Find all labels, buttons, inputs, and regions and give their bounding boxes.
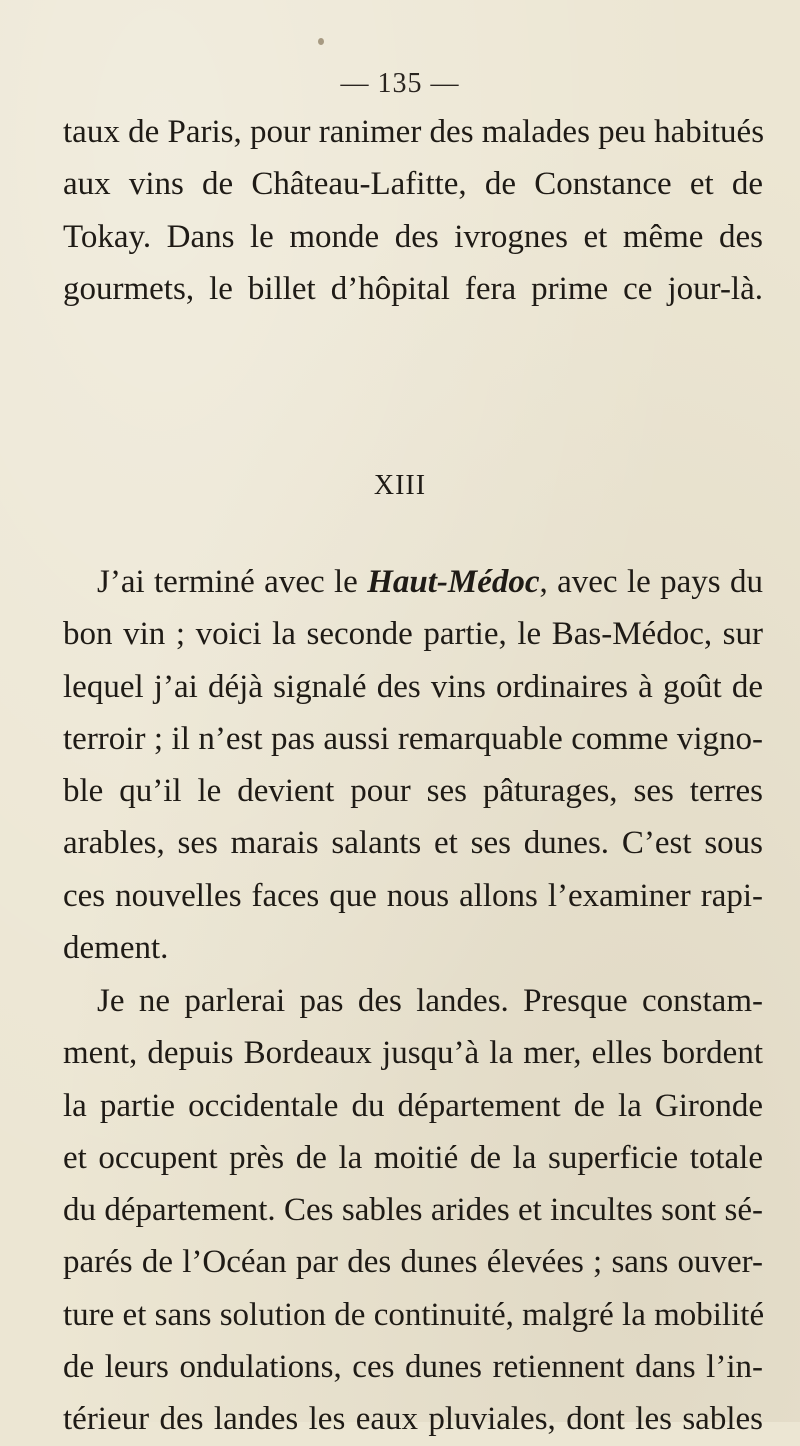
text-line: térieur des landes les eaux pluviales, dont les sables <box>63 1401 763 1438</box>
text-line: ble qu’il le devient pour ses pâturages, ses terres <box>63 773 763 810</box>
text-fragment: , avec le pays du <box>539 564 763 600</box>
text-line: de leurs ondulations, ces dunes retiennent dans l’in- <box>63 1349 763 1386</box>
text-line: parés de l’Océan par des dunes élevées ; sans ouver- <box>63 1244 763 1281</box>
text-line: et occupent près de la moitié de la superficie totale <box>63 1139 763 1176</box>
text-line: ces nouvelles faces que nous allons l’examiner rapi- <box>63 877 763 914</box>
section-heading: XIII <box>373 470 427 501</box>
text-fragment: J’ai terminé avec le <box>97 564 368 600</box>
paragraph-b <box>63 975 763 1446</box>
page-number: — 135 — <box>340 68 460 99</box>
text-line: la partie occidentale du département de la Gironde <box>63 1087 763 1124</box>
text-line: taux de Paris, pour ranimer des malades peu habitués <box>63 114 765 150</box>
text-line <box>63 556 763 608</box>
text-line: ture et sans solution de continuité, malgré la mobilité <box>63 1296 765 1333</box>
text-line: Je ne parlerai pas des landes. Presque constam- <box>97 983 763 1019</box>
text-line: Tokay. Dans le monde des ivrognes et même des <box>63 218 763 255</box>
top-paragraph <box>63 106 763 315</box>
text-line: terroir ; il n’est pas aussi remarquable comme vigno- <box>63 720 763 757</box>
text-line: ment, depuis Bordeaux jusqu’à la mer, elles bordent <box>63 1035 763 1072</box>
text-line: du département. Ces sables arides et incultes sont sé- <box>63 1192 763 1229</box>
text-line: bon vin ; voici la seconde partie, le Bas-Médoc, sur <box>63 616 763 653</box>
italic-title: Haut-Médoc <box>367 564 540 600</box>
paragraph-a <box>63 556 763 974</box>
text-line: gourmets, le billet d’hôpital fera prime ce jour-là. <box>63 270 763 307</box>
text-line: arables, ses marais salants et ses dunes. C’est sous <box>63 825 763 862</box>
text-line: aux vins de Château-Lafitte, de Constance et de <box>63 166 763 203</box>
text-line: dement. <box>63 930 169 967</box>
text-line: lequel j’ai déjà signalé des vins ordinaires à goût de <box>63 668 763 705</box>
ink-speck <box>318 38 324 45</box>
